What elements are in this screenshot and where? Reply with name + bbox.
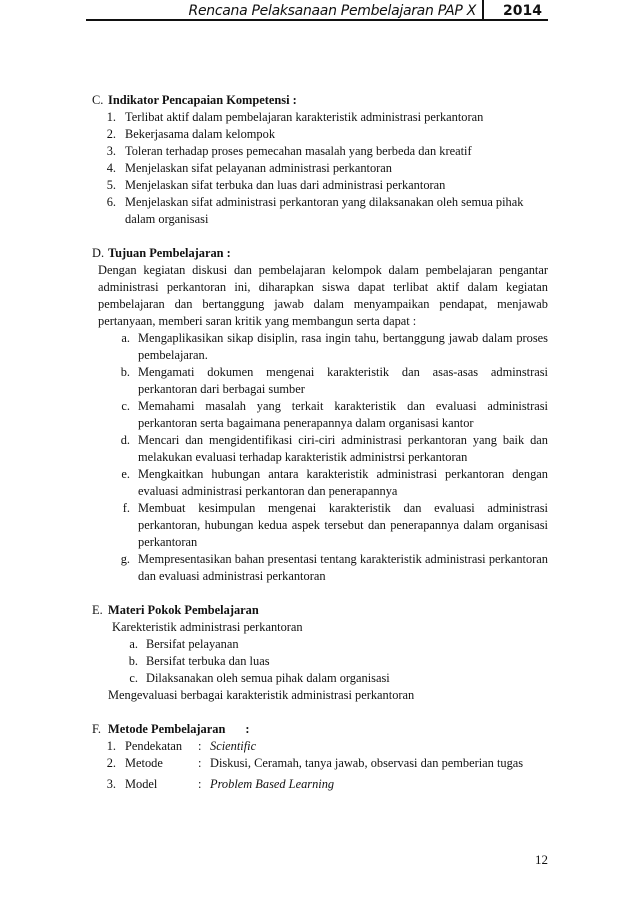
list-item (92, 177, 548, 194)
list-item (92, 500, 548, 551)
section-title: Materi Pokok Pembelajaran (108, 603, 259, 617)
section-letter: F. (92, 722, 101, 736)
list-item (92, 466, 548, 500)
list-item (92, 160, 548, 177)
materi-list (92, 636, 548, 687)
section-letter: E. (92, 603, 103, 617)
list-item (92, 636, 548, 653)
item-text: Menjelaskan sifat administrasi perkantoran yang dilaksanakan oleh semua pihak dalam organisasi (125, 195, 524, 226)
item-text: Menjelaskan sifat pelayanan administrasi perkantoran (125, 161, 392, 175)
indikator-list (92, 109, 548, 228)
item-number: 2. (106, 127, 116, 141)
item-letter: d. (120, 433, 130, 447)
item-text: Dilaksanakan oleh semua pihak dalam organisasi (146, 671, 390, 685)
section-heading (92, 92, 548, 109)
item-number: 1. (106, 739, 116, 753)
list-item (92, 670, 548, 687)
header-title: Rencana Pelaksanaan Pembelajaran PAP X (188, 3, 476, 19)
item-text: Terlibat aktif dalam pembelajaran karakteristik administrasi perkantoran (125, 110, 484, 124)
metode-key: Model (125, 777, 158, 791)
item-text: Bersifat terbuka dan luas (146, 654, 270, 668)
item-text: Memahami masalah yang terkait karakteristik dan evaluasi administrasi perkantoran serta bagaimana penerapannya dalam organisasi kantor (138, 399, 548, 430)
header-separator (482, 0, 484, 21)
list-item (92, 398, 548, 432)
metode-key: Metode (125, 756, 163, 770)
section-heading (92, 602, 548, 619)
item-number: 3. (106, 144, 116, 158)
section-title-colon: : (245, 722, 250, 736)
item-text: Bersifat pelayanan (146, 637, 239, 651)
item-text: Mengkaitkan hubungan antara karakteristik administrasi perkantoran dengan evaluasi administrasi perkantoran dan penerapannya (138, 467, 548, 498)
tujuan-list (92, 330, 548, 585)
metode-row (92, 776, 548, 793)
item-number: 1. (106, 110, 116, 124)
materi-outro: Mengevaluasi berbagai karakteristik administrasi perkantoran (108, 688, 415, 702)
section-heading (92, 245, 548, 262)
header-year: 2014 (503, 3, 542, 19)
item-text: Mengamati dokumen mengenai karakteristik dan asas-asas adminstrasi perkantoran dari berbagai sumber (138, 365, 548, 396)
materi-intro: Karekteristik administrasi perkantoran (112, 620, 303, 634)
list-item (92, 551, 548, 585)
section-letter: C. (92, 93, 104, 107)
item-letter: c. (121, 399, 130, 413)
list-item (92, 330, 548, 364)
page-header (86, 0, 548, 22)
list-item (92, 432, 548, 466)
section-heading (92, 721, 548, 738)
page-number: 12 (535, 852, 548, 867)
item-text: Menjelaskan sifat terbuka dan luas dari administrasi perkantoran (125, 178, 446, 192)
section-tujuan (92, 245, 548, 585)
item-text: Mencari dan mengidentifikasi ciri-ciri administrasi perkantoran yang baik dan melakukan evaluasi terhadap karakteristik administrsi perkantoran (138, 433, 548, 464)
list-item (92, 109, 548, 126)
list-item (92, 143, 548, 160)
item-text: Mempresentasikan bahan presentasi tentang karakteristik administrasi perkantoran dan evaluasi administrasi perkantoran (138, 552, 548, 583)
item-number: 2. (106, 756, 116, 770)
metode-colon: : (198, 739, 202, 753)
metode-key: Pendekatan (125, 739, 183, 753)
section-metode (92, 721, 548, 793)
tujuan-intro: Dengan kegiatan diskusi dan pembelajaran kelompok dalam pembelajaran pengantar administrasi perkantoran ini, diharapkan siswa dapat terlibat aktif dalam kegiatan pembelajaran dan bertanggung jawab dalam menyampaikan pendapat, menjawab pertanyaan, memberi saran kritik yang membangun serta dapat : (98, 263, 548, 328)
section-title: Tujuan Pembelajaran : (108, 246, 231, 260)
item-letter: a. (129, 637, 138, 651)
metode-row (92, 738, 548, 755)
section-title: Indikator Pencapaian Kompetensi : (108, 93, 297, 107)
list-item (92, 194, 548, 228)
item-number: 5. (106, 178, 116, 192)
item-letter: b. (128, 654, 138, 668)
item-number: 4. (106, 161, 116, 175)
document-body (92, 92, 548, 810)
section-materi (92, 602, 548, 704)
metode-value: Problem Based Learning (210, 777, 335, 791)
item-letter: a. (121, 331, 130, 345)
metode-colon: : (198, 756, 202, 770)
list-item (92, 653, 548, 670)
list-item (92, 126, 548, 143)
metode-value: Scientific (210, 739, 257, 753)
item-letter: e. (121, 467, 130, 481)
section-letter: D. (92, 246, 105, 260)
section-indikator (92, 92, 548, 228)
section-title: Metode Pembelajaran (108, 722, 226, 736)
list-item (92, 364, 548, 398)
item-letter: f. (122, 501, 130, 515)
item-text: Mengaplikasikan sikap disiplin, rasa ingin tahu, bertanggung jawab dalam proses pembelajaran. (138, 331, 548, 362)
metode-colon: : (198, 777, 202, 791)
item-text: Bekerjasama dalam kelompok (125, 127, 276, 141)
metode-value: Diskusi, Ceramah, tanya jawab, observasi dan pemberian tugas (210, 756, 524, 770)
item-letter: b. (120, 365, 130, 379)
item-text: Membuat kesimpulan mengenai karakteristik dan evaluasi administrasi perkantoran, hubungan kedua aspek tersebut dan penerapannya dalam organisasi perkantoran (138, 501, 548, 549)
item-letter: c. (129, 671, 138, 685)
item-text: Toleran terhadap proses pemecahan masalah yang berbeda dan kreatif (125, 144, 472, 158)
item-number: 3. (106, 777, 116, 791)
metode-row (92, 755, 548, 772)
item-letter: g. (120, 552, 130, 566)
item-number: 6. (106, 195, 116, 209)
header-underline (86, 19, 548, 21)
